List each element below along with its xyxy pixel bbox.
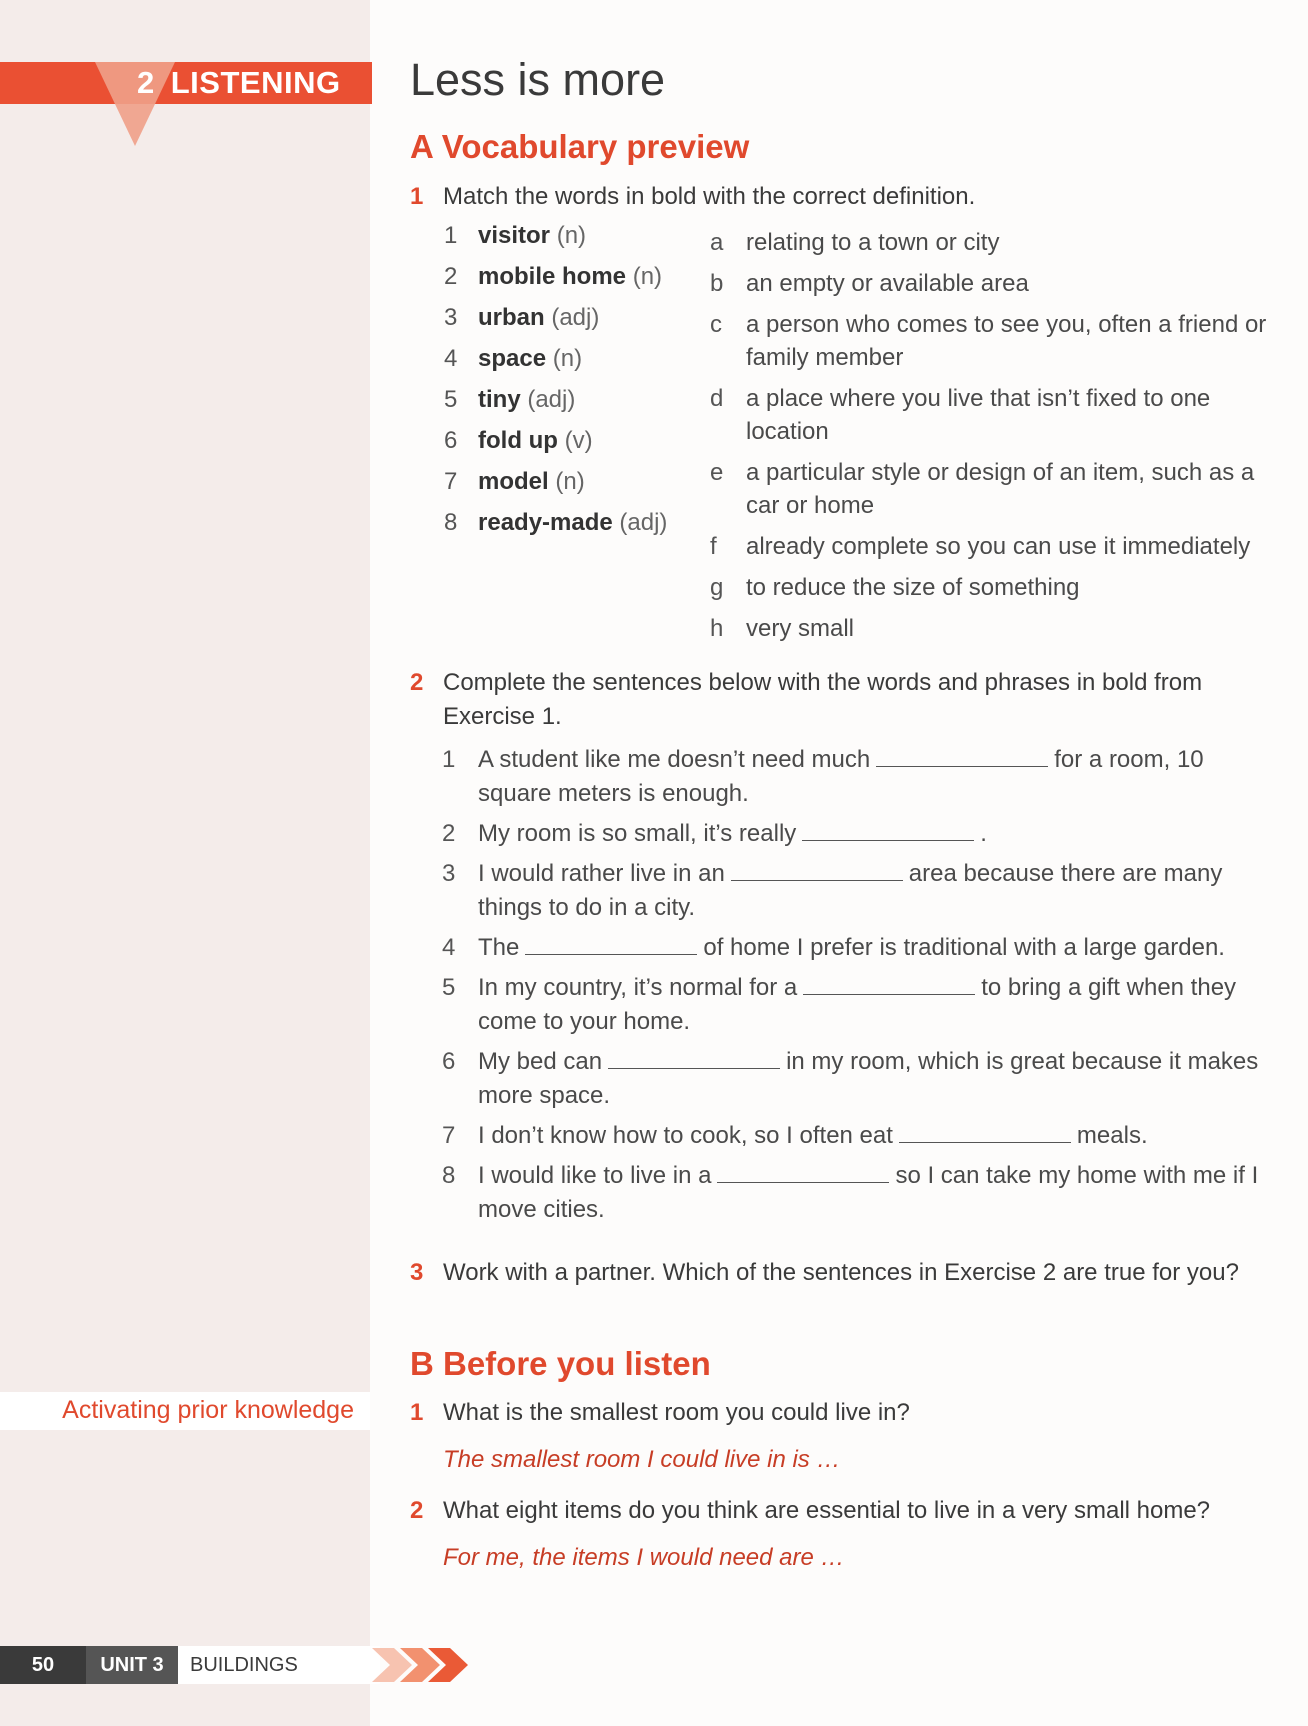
definition-item: f already complete so you can use it immediately [710,533,1251,560]
instruction-text: Work with a partner. Which of the sentences in Exercise 2 are true for you? [443,1259,1239,1286]
gap-fill-sentences [442,743,1272,1233]
answer-blank[interactable] [525,932,697,955]
exercise-3-instruction [410,1256,1270,1290]
answer-blank[interactable] [803,972,975,995]
exercise-2-instruction [410,666,1230,734]
page-title: Less is more [410,54,666,105]
vocab-word: 4 space (n) [444,345,583,372]
vocab-word: 8 ready-made (adj) [444,509,668,536]
section-b-title: B Before you listen [410,1345,711,1382]
section-header [137,62,341,104]
example-answer: The smallest room I could live in is … [443,1446,841,1473]
instruction-text: Complete the sentences below with the words and phrases in bold from Exercise 1. [443,669,1203,730]
definition-item: d a place where you live that isn’t fixed to one location [710,385,1211,445]
answer-blank[interactable] [717,1160,889,1183]
exercise-number: 3 [410,1259,424,1286]
vocab-word: 3 urban (adj) [444,304,600,331]
vocab-word: 2 mobile home (n) [444,263,663,290]
example-answer: For me, the items I would need are … [443,1544,845,1571]
exercise-number: 2 [410,669,424,696]
sentence-item: 5 In my country, it’s normal for a to bring a gift when they come to your home. [442,974,1237,1035]
question-number: 2 [410,1497,424,1524]
instruction-text: Match the words in bold with the correct definition. [443,183,976,210]
section-number: 2 [137,65,155,100]
vocab-word: 5 tiny (adj) [444,386,576,413]
answer-blank[interactable] [731,858,903,881]
page-number: 50 [0,1646,86,1684]
vocab-word: 7 model (n) [444,468,585,495]
answer-blank[interactable] [608,1046,780,1069]
chevron-arrows-icon [372,1648,502,1682]
exercise-1-instruction [410,180,1270,214]
question-2 [410,1494,1270,1528]
unit-topic: BUILDINGS [178,1646,380,1684]
sentence-item: 3 I would rather live in an area because there are many things to do in a city. [442,860,1223,921]
section-label: LISTENING [170,65,341,100]
sentence-item: 1 A student like me doesn’t need much for a room, 10 square meters is enough. [442,746,1204,807]
definition-item: g to reduce the size of something [710,574,1080,601]
vocabulary-word-list [444,222,667,550]
definition-item: a relating to a town or city [710,229,1000,256]
answer-blank[interactable] [899,1120,1071,1143]
unit-label: UNIT 3 [86,1646,178,1684]
sentence-item: 4 The of home I prefer is traditional with a large garden. [442,934,1225,961]
definition-item: h very small [710,615,855,642]
question-text: What eight items do you think are essential to live in a very small home? [443,1497,1211,1524]
vocab-word: 1 visitor (n) [444,222,587,249]
definition-item: c a person who comes to see you, often a friend or family member [710,311,1267,371]
sentence-item: 2 My room is so small, it’s really . [442,820,987,847]
question-text: What is the smallest room you could live in? [443,1399,910,1426]
sidebar-panel [0,0,370,1726]
sentence-item: 6 My bed can in my room, which is great because it makes more space. [442,1048,1259,1109]
answer-blank[interactable] [802,818,974,841]
definition-item: b an empty or available area [710,270,1029,297]
question-number: 1 [410,1399,424,1426]
sentence-item: 8 I would like to live in a so I can take my home with me if I move cities. [442,1162,1259,1223]
answer-blank[interactable] [876,744,1048,767]
sentence-item: 7 I don’t know how to cook, so I often eat meals. [442,1122,1148,1149]
definition-item: e a particular style or design of an item, such as a car or home [710,459,1255,519]
section-a-title: A Vocabulary preview [410,128,750,165]
exercise-number: 1 [410,183,424,210]
definition-list [710,226,1270,653]
vocab-word: 6 fold up (v) [444,427,593,454]
question-1 [410,1396,1270,1430]
skill-label: Activating prior knowledge [62,1396,354,1424]
skill-label-band [0,1392,370,1430]
